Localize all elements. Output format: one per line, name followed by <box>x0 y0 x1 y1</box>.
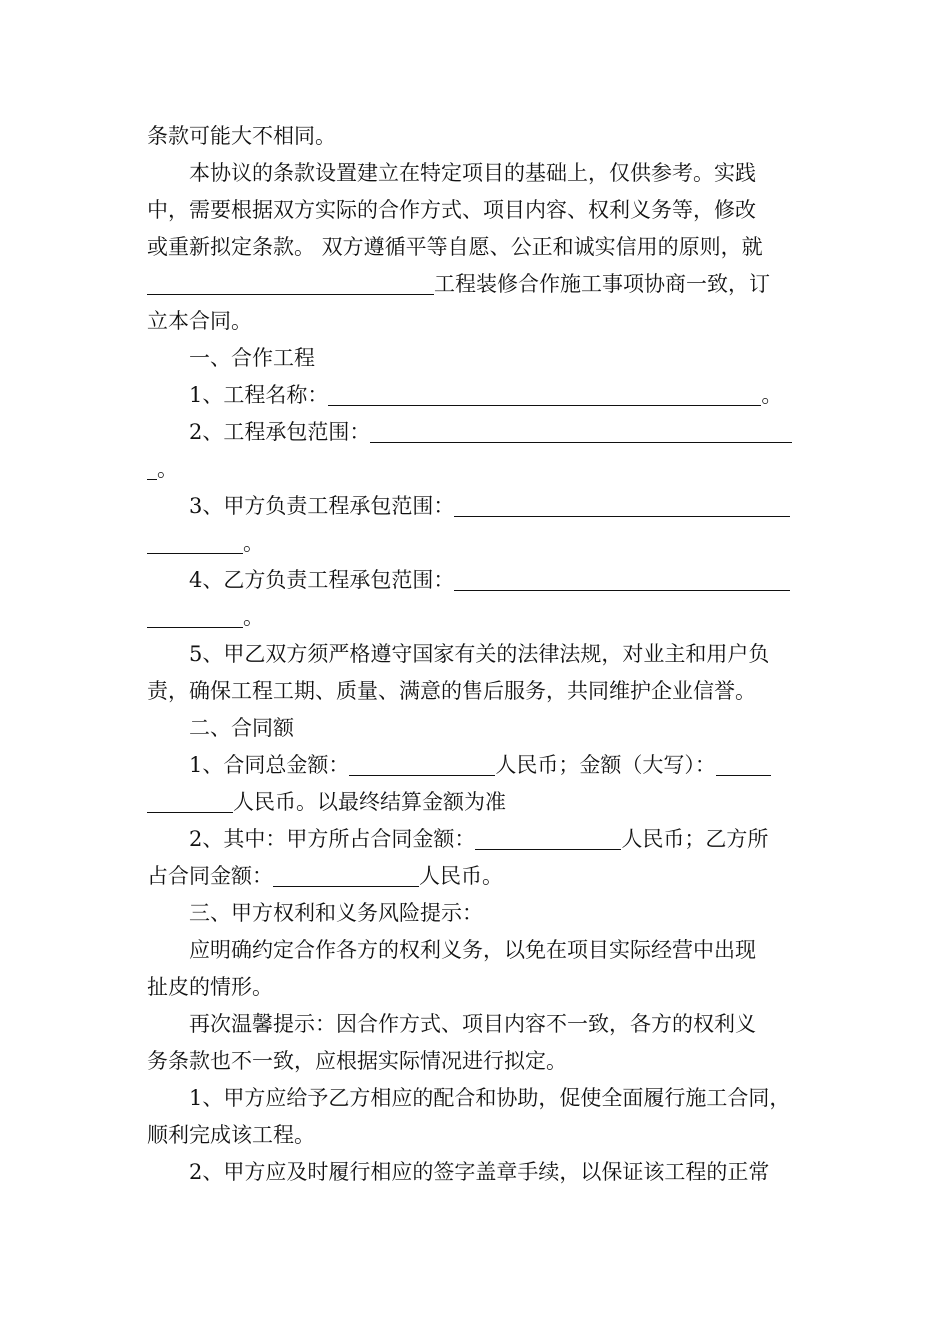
text: 2、甲方应及时履行相应的签字盖章手续，以保证该工程的正常 <box>189 1160 770 1184</box>
text: 本协议的条款设置建立在特定项目的基础上，仅供参考。实践 <box>189 161 756 185</box>
text: 扯皮的情形。 <box>147 975 273 999</box>
paragraph-line <box>147 858 807 895</box>
text: 一、合作工程 <box>189 346 315 370</box>
fill-blank <box>328 383 761 406</box>
text: 人民币。以最终结算金额为准 <box>233 790 506 814</box>
text: 1、合同总金额： <box>189 753 350 777</box>
paragraph-line <box>147 562 807 599</box>
fill-blank <box>273 864 419 887</box>
text: 2、其中：甲方所占合同金额： <box>189 827 476 851</box>
text: 。 <box>243 531 264 555</box>
text: 。 <box>761 383 783 407</box>
fill-blank <box>370 420 792 443</box>
paragraph-line <box>147 636 807 673</box>
text: 顺利完成该工程。 <box>147 1123 315 1147</box>
paragraph-line <box>147 451 807 488</box>
fill-blank <box>475 827 621 850</box>
text: 责，确保工程工期、质量、满意的售后服务，共同维护企业信誉。 <box>147 679 756 703</box>
text: 或重新拟定条款。 双方遵循平等自愿、公正和诚实信用的原则，就 <box>147 235 763 259</box>
paragraph-line <box>147 821 807 858</box>
text: 4、乙方负责工程承包范围： <box>189 568 455 592</box>
text: 工程装修合作施工事项协商一致，订 <box>434 272 770 296</box>
paragraph-line <box>147 1080 807 1117</box>
paragraph-line <box>147 525 807 562</box>
text: 人民币；金额（大写）： <box>495 753 716 777</box>
paragraph-line <box>147 414 807 451</box>
fill-blank <box>147 457 157 480</box>
text: 占合同金额： <box>147 864 273 888</box>
fill-blank <box>147 790 233 813</box>
fill-blank <box>147 605 243 628</box>
paragraph-line <box>147 118 807 155</box>
paragraph-line <box>147 155 807 192</box>
text: 5、甲乙双方须严格遵守国家有关的法律法规，对业主和用户负 <box>189 642 770 666</box>
paragraph-line <box>147 1154 807 1191</box>
text: 二、合同额 <box>189 716 294 740</box>
text: 。 <box>157 457 178 481</box>
fill-blank <box>454 568 790 591</box>
section-heading <box>147 340 807 377</box>
fill-blank <box>349 753 495 776</box>
paragraph-line <box>147 266 807 303</box>
paragraph-line <box>147 784 807 821</box>
paragraph-line <box>147 932 807 969</box>
text: 1、甲方应给予乙方相应的配合和协助，促使全面履行施工合同， <box>189 1086 791 1110</box>
text: 应明确约定合作各方的权利义务，以免在项目实际经营中出现 <box>189 938 756 962</box>
text: 人民币。 <box>419 864 503 888</box>
paragraph-line <box>147 969 807 1006</box>
text: 。 <box>243 605 264 629</box>
text: 3、甲方负责工程承包范围： <box>189 494 455 518</box>
fill-blank <box>147 531 243 554</box>
section-heading <box>147 710 807 747</box>
paragraph-line <box>147 1006 807 1043</box>
fill-blank <box>716 753 771 776</box>
paragraph-line <box>147 673 807 710</box>
text: 中，需要根据双方实际的合作方式、项目内容、权利义务等，修改 <box>147 198 756 222</box>
paragraph-line <box>147 599 807 636</box>
text: 条款可能大不相同。 <box>147 124 336 148</box>
section-heading <box>147 895 807 932</box>
paragraph-line <box>147 303 807 340</box>
paragraph-line <box>147 747 807 784</box>
paragraph-line <box>147 1043 807 1080</box>
text: 再次温馨提示：因合作方式、项目内容不一致，各方的权利义 <box>189 1012 756 1036</box>
document-body <box>147 118 807 1191</box>
fill-blank <box>454 494 790 517</box>
text: 1、工程名称： <box>189 383 329 407</box>
paragraph-line <box>147 229 807 266</box>
text: 人民币；乙方所 <box>621 827 769 851</box>
text: 三、甲方权利和义务风险提示： <box>189 901 483 925</box>
text: 务条款也不一致，应根据实际情况进行拟定。 <box>147 1049 567 1073</box>
paragraph-line <box>147 1117 807 1154</box>
fill-blank <box>147 272 434 295</box>
paragraph-line <box>147 192 807 229</box>
paragraph-line <box>147 488 807 525</box>
text: 2、工程承包范围： <box>189 420 371 444</box>
text: 立本合同。 <box>147 309 252 333</box>
paragraph-line <box>147 377 807 414</box>
